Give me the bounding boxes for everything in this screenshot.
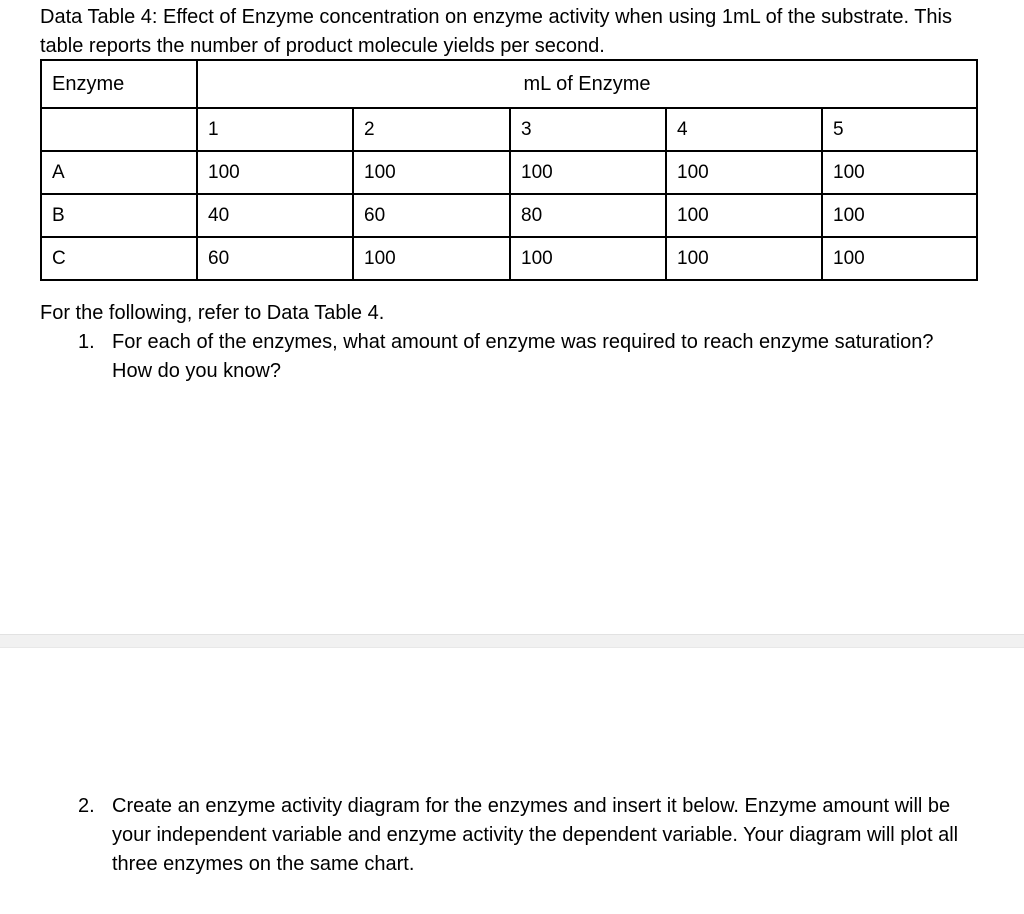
row-label-cell: A [41,151,197,194]
row-label-cell: C [41,237,197,280]
instructions-text: For the following, refer to Data Table 4. [40,302,385,324]
question-text: For each of the enzymes, what amount of enzyme was required to reach enzyme saturation? How do you know? [112,331,934,382]
table-caption: Data Table 4: Effect of Enzyme concentration on enzyme activity when using 1mL of the substrate. This table reports the number of product molecule yields per second. [40,6,952,57]
table-cell: 100 [822,237,977,280]
table-cell: 40 [197,194,353,237]
table-cell: 100 [510,151,666,194]
table-cell: 60 [353,194,510,237]
column-header-cell: 5 [822,108,977,151]
table-row [41,151,977,194]
table-cell: 100 [822,194,977,237]
table-cell: 60 [197,237,353,280]
data-table-4 [40,59,978,281]
table-cell: 100 [353,237,510,280]
group-header-cell: mL of Enzyme [197,60,977,108]
table-cell: 100 [510,237,666,280]
table-cell: 80 [510,194,666,237]
column-header-cell: 2 [353,108,510,151]
page-separator [0,634,1024,648]
table-cell: 100 [822,151,977,194]
question-1 [78,328,978,386]
column-header-cell: 3 [510,108,666,151]
table-cell: 100 [666,151,822,194]
question-text: Create an enzyme activity diagram for the enzymes and insert it below. Enzyme amount will be your independent variable and enzyme activity the dependent variable. Your diagram will plot all three enzymes on the same chart. [112,795,959,875]
empty-corner-cell [41,108,197,151]
question-2 [78,792,978,879]
corner-header-cell: Enzyme [41,60,197,108]
question-number: 1. [78,331,95,353]
column-header-cell: 1 [197,108,353,151]
table-cell: 100 [666,194,822,237]
column-number-row [41,108,977,151]
table-cell: 100 [666,237,822,280]
column-header-cell: 4 [666,108,822,151]
question-number: 2. [78,795,95,817]
table-row [41,237,977,280]
table-row [41,194,977,237]
row-label-cell: B [41,194,197,237]
table-cell: 100 [197,151,353,194]
table-cell: 100 [353,151,510,194]
table-header-row [41,60,977,108]
